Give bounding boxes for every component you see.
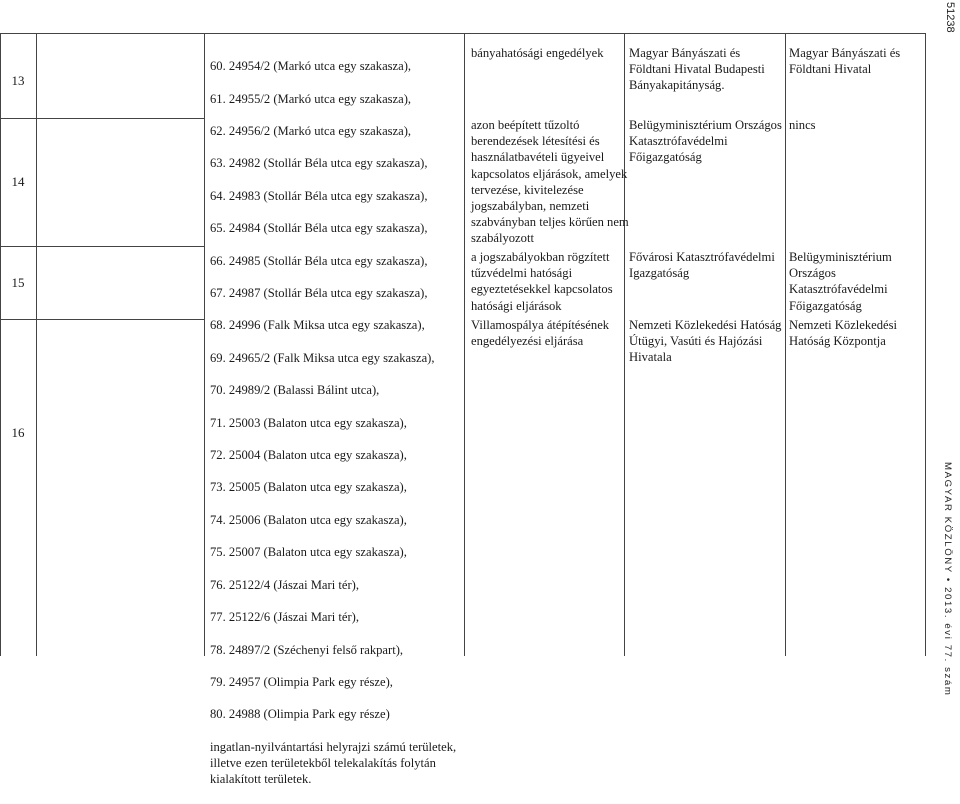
column-border-2 (204, 33, 205, 656)
page-number: 51238 (944, 2, 956, 33)
list-item: 69. 24965/2 (Falk Miksa utca egy szakasza), (210, 350, 435, 365)
procedure-row-16: Villamospálya átépítésének engedélyezési eljárása (471, 318, 610, 349)
list-item: 63. 24982 (Stollár Béla utca egy szakasza), (210, 156, 428, 171)
first-instance-row-13: Magyar Bányászati és Földtani Hivatal Budapesti Bányakapitányság. (629, 46, 765, 93)
list-item: 77. 25122/6 (Jászai Mari tér), (210, 610, 359, 625)
list-item: 74. 25006 (Balaton utca egy szakasza), (210, 512, 407, 527)
row-divider-13-14 (0, 118, 204, 119)
list-item: 78. 24897/2 (Széchenyi felső rakpart), (210, 642, 404, 657)
first-instance-row-15: Fővárosi Katasztrófavédelmi Igazgatóság (629, 250, 775, 281)
parcel-list (210, 42, 462, 804)
row-number-13: 13 (11, 73, 25, 88)
second-instance-row-14: nincs (789, 118, 816, 132)
row-number-14: 14 (11, 174, 25, 189)
list-item: 66. 24985 (Stollár Béla utca egy szakasza), (210, 253, 428, 268)
column-border-3 (464, 33, 465, 656)
row-divider-14-15 (0, 246, 204, 247)
list-item: 79. 24957 (Olimpia Park egy része), (210, 674, 393, 689)
journal-title: MAGYAR KÖZLÖNY • 2013. évi 77. szám (942, 462, 953, 697)
list-item: 62. 24956/2 (Markó utca egy szakasza), (210, 124, 412, 139)
page-sidebar (932, 0, 960, 697)
procedure-row-15: a jogszabályokban rögzített tűzvédelmi hatósági egyeztetésekkel kapcsolatos hatósági eljárások (471, 250, 613, 313)
list-item: 65. 24984 (Stollár Béla utca egy szakasza), (210, 221, 428, 236)
list-item: 76. 25122/4 (Jászai Mari tér), (210, 577, 359, 592)
list-item: 60. 24954/2 (Markó utca egy szakasza), (210, 59, 412, 74)
row-number-15: 15 (11, 275, 25, 290)
table-top-border (0, 33, 925, 34)
column-border-5 (785, 33, 786, 656)
first-instance-row-16: Nemzeti Közlekedési Hatóság Útügyi, Vasúti és Hajózási Hivatala (629, 318, 782, 365)
column-border-left (0, 33, 1, 656)
list-item: 71. 25003 (Balaton utca egy szakasza), (210, 415, 407, 430)
list-item: 70. 24989/2 (Balassi Bálint utca), (210, 383, 380, 398)
list-item: 72. 25004 (Balaton utca egy szakasza), (210, 448, 407, 463)
row-divider-15-16 (0, 319, 204, 320)
second-instance-row-16: Nemzeti Közlekedési Hatóság Központja (789, 318, 898, 349)
second-instance-row-13: Magyar Bányászati és Földtani Hivatal (789, 46, 901, 77)
first-instance-row-14: Belügyminisztérium Országos Katasztrófavédelmi Főigazgatóság (629, 118, 782, 165)
list-item: 73. 25005 (Balaton utca egy szakasza), (210, 480, 407, 495)
second-instance-row-15: Belügyminisztérium Országos Katasztrófavédelmi Főigazgatóság (789, 250, 892, 313)
list-item: 61. 24955/2 (Markó utca egy szakasza), (210, 91, 412, 106)
list-item: 67. 24987 (Stollár Béla utca egy szakasza), (210, 286, 428, 301)
list-item: 68. 24996 (Falk Miksa utca egy szakasza), (210, 318, 425, 333)
list-tail-text: ingatlan-nyilvántartási helyrajzi számú területek, illetve ezen területekből telekalakítás folytán kialakított területek. (210, 739, 457, 787)
list-item: 75. 25007 (Balaton utca egy szakasza), (210, 545, 407, 560)
list-item: 64. 24983 (Stollár Béla utca egy szakasza), (210, 188, 428, 203)
procedure-row-14: azon beépített tűzoltó berendezések létesítési és használatbavételi ügyeivel kapcsolatos eljárások, amelyek tervezése, kivitelezése jogszabályban, nemzeti szabványban teljes körűen nem szabályozott (471, 118, 629, 246)
list-item: 80. 24988 (Olimpia Park egy része) (210, 707, 390, 722)
column-border-right (925, 33, 926, 656)
row-number-16: 16 (11, 425, 25, 440)
procedure-row-13: bányahatósági engedélyek (471, 46, 604, 60)
column-border-1 (36, 33, 37, 656)
